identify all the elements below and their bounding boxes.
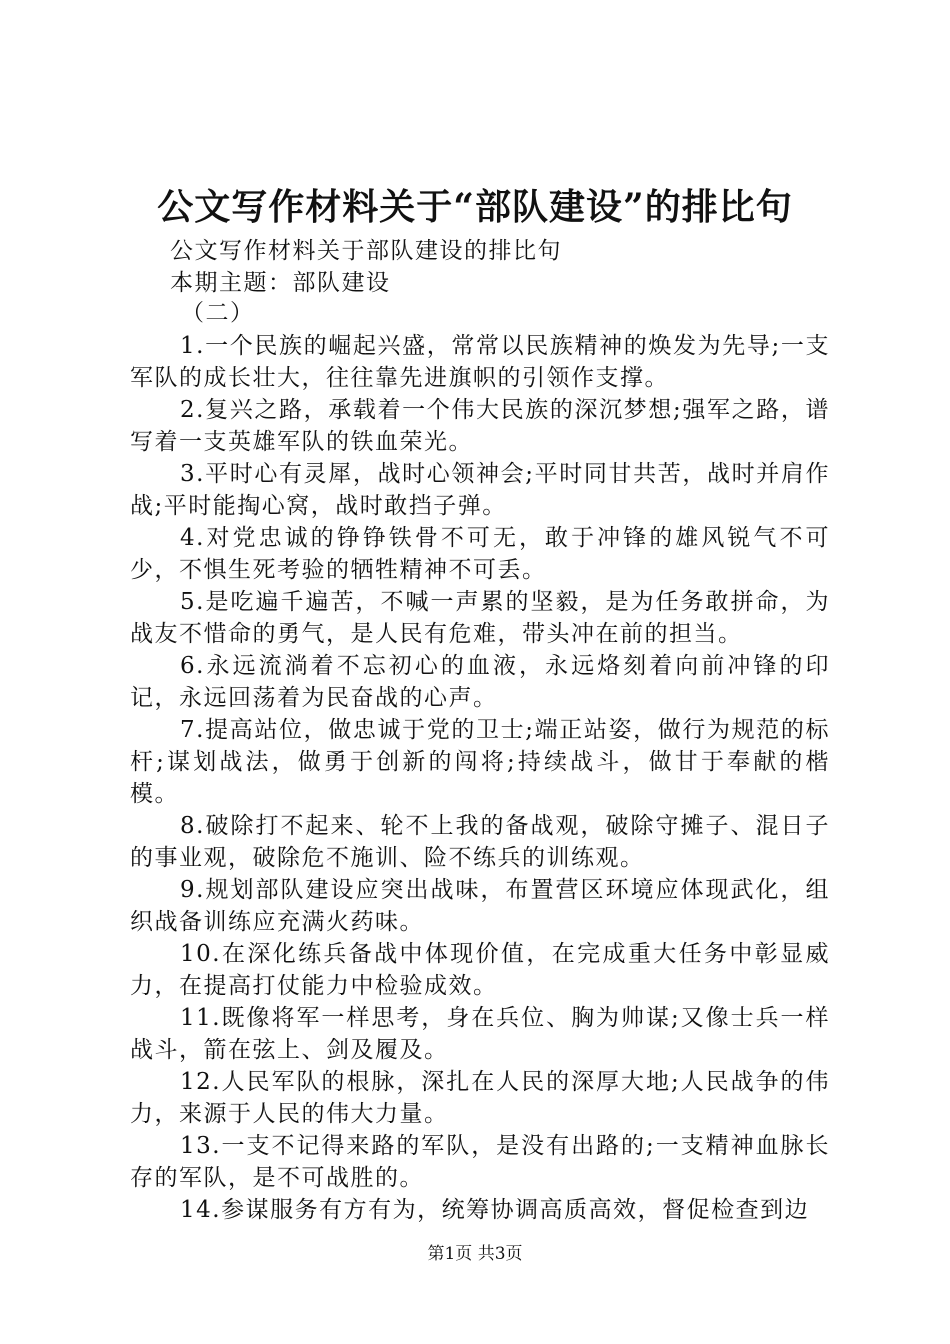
section-number: （二） bbox=[181, 300, 255, 326]
paragraph: 8.破除打不起来、轮不上我的备战观，破除守摊子、混日子的事业观，破除危不施训、险不练兵的训练观。 bbox=[130, 813, 830, 871]
paragraph: 11.既像将军一样思考，身在兵位、胸为帅谋;又像士兵一样战斗，箭在弦上、剑及履及。 bbox=[130, 1005, 830, 1063]
document-title: 公文写作材料关于“部队建设”的排比句 bbox=[157, 186, 793, 228]
page-footer: 第1页 共3页 bbox=[427, 1244, 523, 1264]
body-text bbox=[130, 330, 830, 1226]
issue-theme: 本期主题：部队建设 bbox=[170, 270, 391, 296]
paragraph: 13.一支不记得来路的军队，是没有出路的;一支精神血脉长存的军队，是不可战胜的。 bbox=[130, 1133, 830, 1191]
paragraph: 9.规划部队建设应突出战味，布置营区环境应体现武化，组织战备训练应充满火药味。 bbox=[130, 877, 830, 935]
paragraph: 5.是吃遍千遍苦，不喊一声累的坚毅，是为任务敢拼命，为战友不惜命的勇气，是人民有危难，带头冲在前的担当。 bbox=[130, 589, 830, 647]
paragraph: 4.对党忠诚的铮铮铁骨不可无，敢于冲锋的雄风锐气不可少，不惧生死考验的牺牲精神不可丢。 bbox=[130, 525, 830, 583]
paragraph: 2.复兴之路，承载着一个伟大民族的深沉梦想;强军之路，谱写着一支英雄军队的铁血荣光。 bbox=[130, 397, 830, 455]
paragraph: 7.提高站位，做忠诚于党的卫士;端正站姿，做行为规范的标杆;谋划战法，做勇于创新的闯将;持续战斗，做甘于奉献的楷模。 bbox=[130, 717, 830, 807]
paragraph: 10.在深化练兵备战中体现价值，在完成重大任务中彰显威力，在提高打仗能力中检验成效。 bbox=[130, 941, 830, 999]
paragraph: 6.永远流淌着不忘初心的血液，永远烙刻着向前冲锋的印记，永远回荡着为民奋战的心声。 bbox=[130, 653, 830, 711]
paragraph: 12.人民军队的根脉，深扎在人民的深厚大地;人民战争的伟力，来源于人民的伟大力量。 bbox=[130, 1069, 830, 1127]
paragraph: 3.平时心有灵犀，战时心领神会;平时同甘共苦，战时并肩作战;平时能掏心窝，战时敢挡子弹。 bbox=[130, 461, 830, 519]
paragraph: 14.参谋服务有方有为，统筹协调高质高效，督促检查到边 bbox=[180, 1197, 810, 1223]
document-subtitle: 公文写作材料关于部队建设的排比句 bbox=[170, 238, 562, 264]
paragraph: 1.一个民族的崛起兴盛，常常以民族精神的焕发为先导;一支军队的成长壮大，往往靠先进旗帜的引领作支撑。 bbox=[130, 333, 830, 391]
